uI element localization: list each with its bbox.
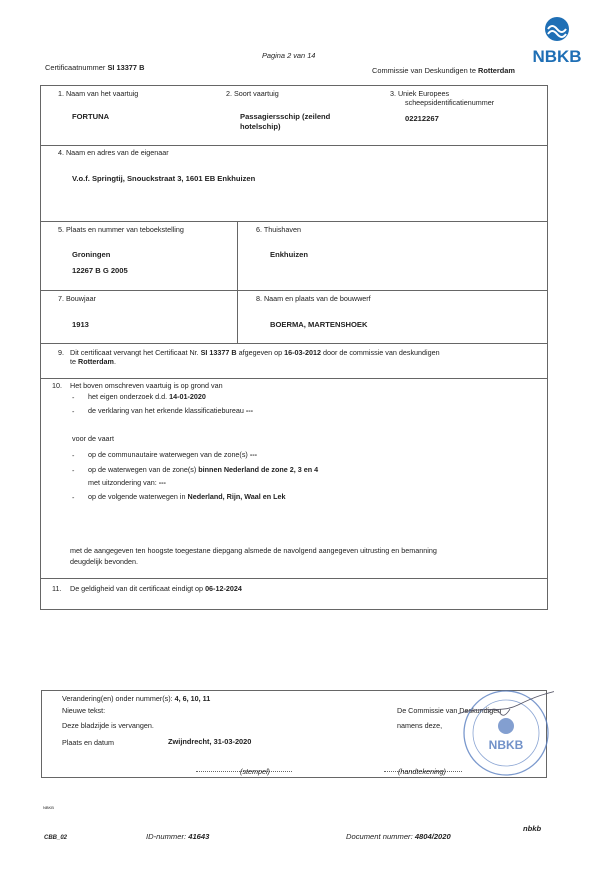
field-10-item-following-waterways: op de volgende waterwegen in Nederland, Rijn, Waal en Lek: [88, 492, 286, 501]
logo-text: NBKB: [532, 47, 582, 64]
signature-label: (handtekening): [398, 767, 446, 776]
field-10-intro: Het boven omschreven vaartuig is op grond van: [70, 381, 223, 390]
field-4-label: 4. Naam en adres van de eigenaar: [58, 148, 169, 157]
build-year: 1913: [72, 320, 89, 329]
field-3-label-line1: 3. Uniek Europees: [390, 89, 450, 98]
nbkb-logo: [526, 14, 588, 64]
field-8-label: 8. Naam en plaats van de bouwwerf: [256, 294, 371, 303]
vessel-name: FORTUNA: [72, 112, 110, 121]
seal-icon: [458, 683, 554, 779]
replaced-certificate-number: SI 13377 B: [200, 348, 237, 357]
certificate-number: [45, 63, 144, 72]
expiry-date: 06-12-2024: [205, 584, 242, 593]
page-number: Pagina 2 van 14: [262, 51, 316, 60]
field-9-number: 9.: [58, 348, 64, 357]
field-5-label: 5. Plaats en nummer van teboekstelling: [58, 225, 184, 234]
field-10-number: 10.: [52, 381, 62, 390]
commission-header-city: Rotterdam: [478, 66, 515, 75]
field-1-label: 1. Naam van het vaartuig: [58, 89, 139, 98]
bullet: -: [72, 451, 75, 460]
field-3-label-line2: scheepsidentificatienummer: [405, 98, 495, 107]
registration-number: 12267 B G 2005: [72, 266, 128, 275]
field-10-footer-line1: met de aangegeven ten hoogste toegestane diepgang alsmede de navolgend aangegeven uitrusting en bemanning: [70, 546, 437, 555]
commission-header: [372, 66, 515, 75]
field-10-footer-line2: deugdelijk bevonden.: [70, 557, 138, 566]
bullet: -: [72, 407, 75, 416]
place-date-label: Plaats en datum: [62, 738, 114, 747]
field-2-label: 2. Soort vaartuig: [226, 89, 279, 98]
field-9-text: Dit certificaat vervangt het Certificaat Nr. SI 13377 B afgegeven op 16-03-2012 door de commissie van deskundigen te Rotterdam.: [70, 348, 440, 366]
field-10-voor-de-vaart: voor de vaart: [72, 434, 114, 443]
field-10-item-zone-waterways: op de waterwegen van de zone(s) binnen Nederland de zone 2, 3 en 4: [88, 465, 319, 474]
shipyard: BOERMA, MARTENSHOEK: [270, 320, 368, 329]
form-code: CBB_02: [44, 835, 68, 841]
zones-value: binnen Nederland de zone 2, 3 en 4: [198, 465, 319, 474]
inspection-date: 14-01-2020: [169, 392, 206, 401]
commission-seal: [458, 683, 554, 779]
id-number: ID-nummer: 41643: [146, 832, 210, 841]
new-text-label: Nieuwe tekst:: [62, 706, 106, 715]
field-6-label: 6. Thuishaven: [256, 225, 302, 234]
certificate-number-label: Certificaatnummer: [45, 63, 106, 72]
european-id-number: 02212267: [405, 114, 439, 123]
place-date-value: Zwijndrecht, 31-03-2020: [168, 737, 252, 746]
changes-numbers: Verandering(en) onder nummer(s): 4, 6, 10, 11: [62, 694, 211, 703]
document-number-value: 4804/2020: [414, 832, 451, 841]
field-10-item-own-inspection: het eigen onderzoek d.d. 14-01-2020: [88, 392, 206, 401]
bullet: -: [72, 393, 75, 402]
replaced-certificate-city: Rotterdam: [78, 357, 114, 366]
owner-name-address: V.o.f. Springtij, Snouckstraat 3, 1601 EB Enkhuizen: [72, 174, 256, 183]
field-11-number: 11.: [52, 584, 62, 593]
field-10-item-classification: de verklaring van het erkende klassificatiebureau ---: [88, 406, 254, 415]
registration-place: Groningen: [72, 250, 111, 259]
commission-header-label: Commissie van Deskundigen te: [372, 66, 476, 75]
footer-brand: nbkb: [523, 824, 542, 833]
bullet: -: [72, 466, 75, 475]
vessel-type-line1: Passagiersschip (zeilend: [240, 112, 331, 121]
vessel-type-line2: hotelschip): [240, 122, 281, 131]
field-10-exception: met uitzondering van: ---: [88, 478, 166, 487]
certificate-number-value: SI 13377 B: [107, 63, 145, 72]
stamp-label: (stempel): [240, 767, 270, 776]
waterways-value: Nederland, Rijn, Waal en Lek: [187, 492, 286, 501]
changed-numbers-value: 4, 6, 10, 11: [174, 694, 211, 703]
bullet: -: [72, 493, 75, 502]
page-replaced: Deze bladzijde is vervangen.: [62, 721, 154, 730]
field-7-label: 7. Bouwjaar: [58, 294, 96, 303]
home-port: Enkhuizen: [270, 250, 308, 259]
field-10-item-community-waterways: op de communautaire waterwegen van de zone(s) ---: [88, 450, 258, 459]
id-number-value: 41643: [188, 832, 210, 841]
nbkb-logo-icon: [526, 14, 588, 64]
field-11-validity: De geldigheid van dit certificaat eindigt op 06-12-2024: [70, 584, 242, 593]
seal-text: NBKB: [488, 738, 524, 752]
document-number: Document nummer: 4804/2020: [346, 832, 451, 841]
replaced-certificate-date: 16-03-2012: [284, 348, 321, 357]
footer-small-code: NBKB: [43, 805, 54, 810]
commission-signature-label: De Commissie van Deskundigen: [397, 706, 502, 715]
on-behalf-label: namens deze,: [397, 721, 443, 730]
